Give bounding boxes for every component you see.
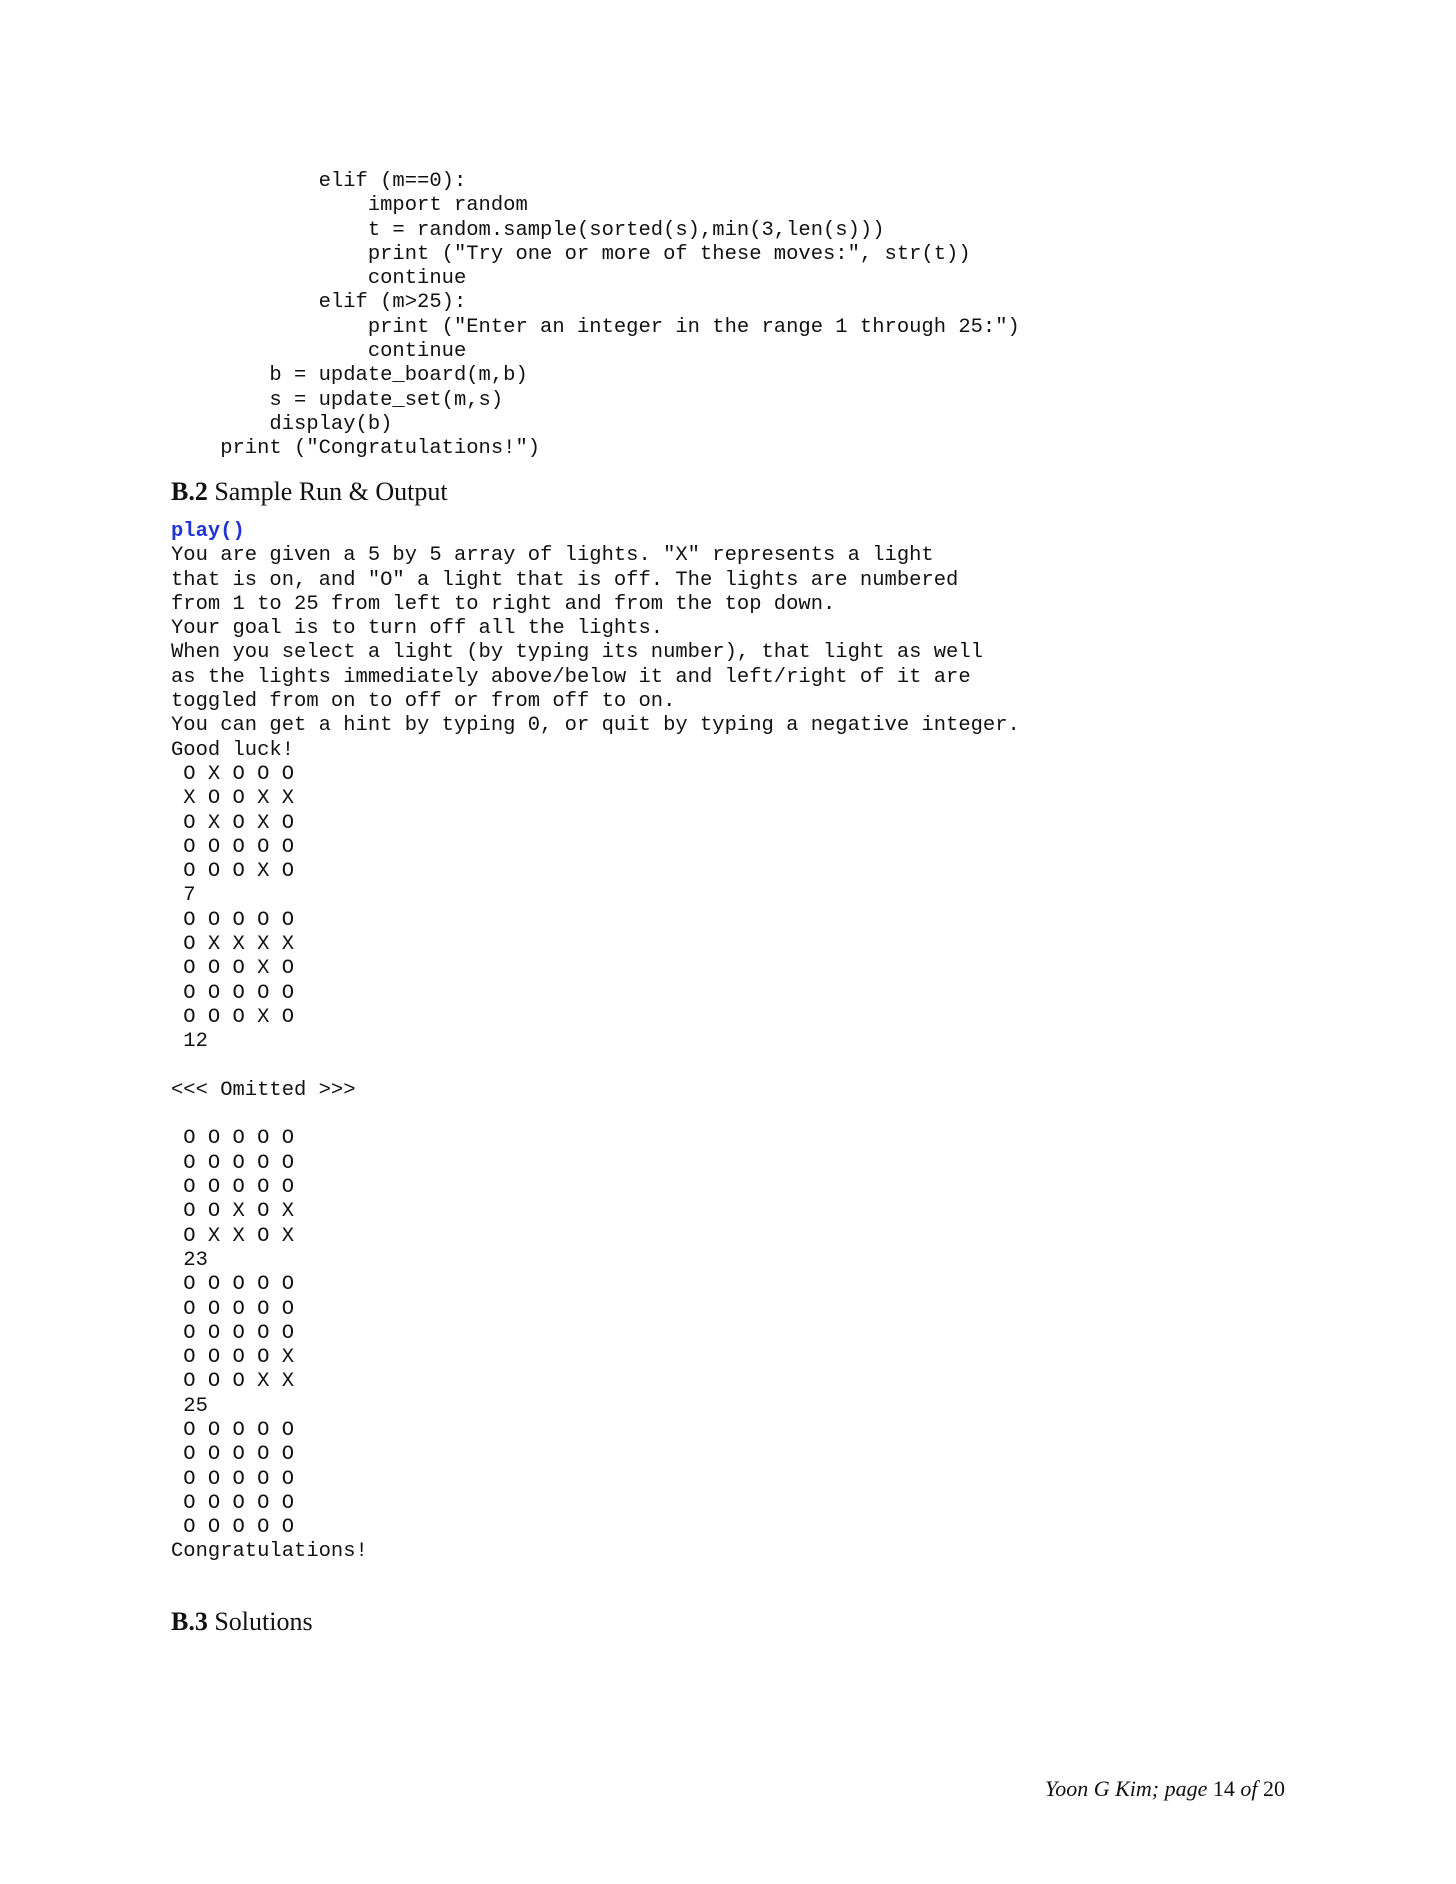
- footer-author: Yoon G Kim; page: [1045, 1776, 1213, 1801]
- sample-run-output: [171, 520, 1020, 1565]
- console-output: You are given a 5 by 5 array of lights. "X" represents a light that is on, and "O" a light that is off. The lights are numbered from 1 to 25 from left to right and from the top down. Your goal is to turn off all the lights. When you select a light (by typing its number), that light as well as the lights immediately above/below it and left/right of it are toggled from on to off or from off to on. You can get a hint by typing 0, or quit by typing a negative integer. Good luck! O X O O O X O O X X O X O X O O O O O O O O O X O 7 O O O O O O X X X X O O O X O O O O O O O O O X O 12 <<< Omitted >>> O O O O O O O O O O O O O O O O O X O X O X X O X 23 O O O O O O O O O O O O O O O O O O O X O O O X X 25 O O O O O O O O O O O O O O O O O O O O O O O O O Congratulations!: [171, 544, 1020, 1564]
- section-heading-b2: [171, 477, 448, 507]
- page-total: 20: [1263, 1776, 1285, 1801]
- page-number: 14: [1212, 1776, 1235, 1801]
- section-number: B.2: [171, 477, 208, 506]
- section-number: B.3: [171, 1607, 208, 1636]
- code-block: elif (m==0): import random t = random.sample(sorted(s),min(3,len(s))) print ("Try one or more of these moves:", str(t)) continue elif (m>25): print ("Enter an integer in the range 1 through 25:") continue b = update_board(m,b) s = update_set(m,s) display(b) print ("Congratulations!"): [220, 170, 1020, 461]
- section-title: Solutions: [214, 1607, 313, 1636]
- page-footer: [1045, 1776, 1285, 1802]
- play-call: play(): [171, 520, 245, 543]
- footer-of: of: [1234, 1776, 1263, 1801]
- section-heading-b3: [171, 1607, 313, 1637]
- section-title: Sample Run & Output: [214, 477, 448, 506]
